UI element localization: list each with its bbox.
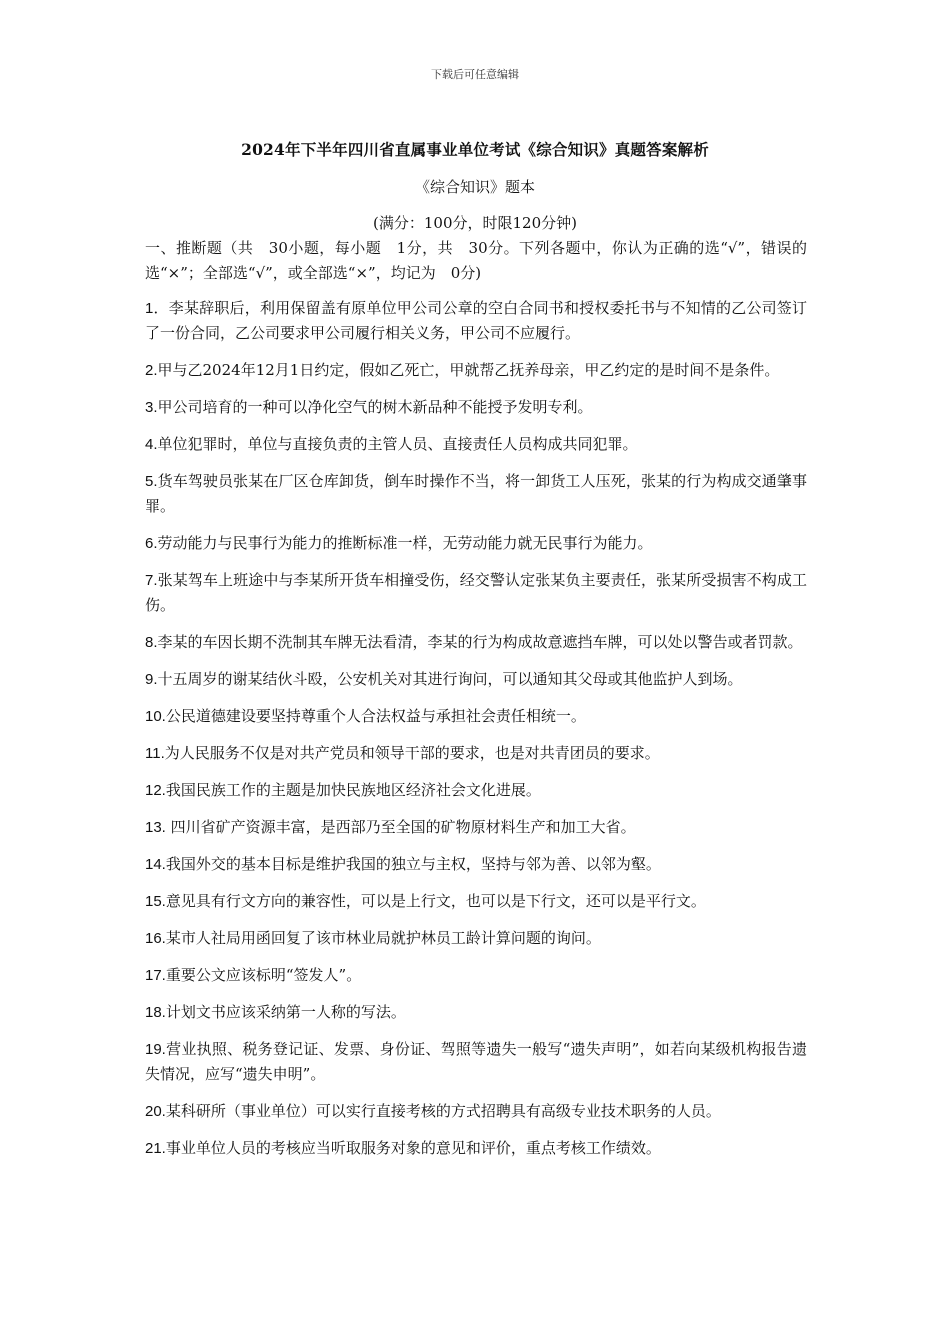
question-number: 8.	[145, 634, 158, 651]
question-text: 某科研所（事业单位）可以实行直接考核的方式招聘具有高级专业技术职务的人员。	[165, 1102, 721, 1120]
question-item	[145, 395, 807, 420]
question-item	[145, 1037, 807, 1087]
question-text: 十五周岁的谢某结伙斗殴，公安机关对其进行询问，可以通知其父母或其他监护人到场。	[157, 670, 743, 688]
question-text: 公民道德建设要坚持尊重个人合法权益与承担社会责任相统一。	[165, 707, 586, 725]
question-number: 18.	[145, 1004, 166, 1021]
question-number: 19.	[145, 1041, 166, 1058]
question-item	[145, 667, 807, 692]
question-item	[145, 852, 807, 877]
question-text: 事业单位人员的考核应当听取服务对象的意见和评价，重点考核工作绩效。	[165, 1139, 661, 1157]
question-text: 我国外交的基本目标是维护我国的独立与主权，坚持与邻为善、以邻为壑。	[165, 855, 661, 873]
question-number: 21.	[145, 1140, 166, 1157]
question-text: 意见具有行文方向的兼容性，可以是上行文，也可以是下行文，还可以是平行文。	[165, 892, 706, 910]
question-text: 营业执照、税务登记证、发票、身份证、驾照等遗失一般写“遗失声明”，如若向某级机构报告遗失情况，应写“遗失申明”。	[145, 1040, 807, 1083]
question-item	[145, 741, 807, 766]
question-text: 甲与乙2024年12月1日约定，假如乙死亡，甲就帮乙抚养母亲，甲乙约定的是时间不是条件。	[157, 361, 780, 379]
document-title: 2024年下半年四川省直属事业单位考试《综合知识》真题答案解析	[241, 140, 709, 159]
question-number: 7.	[145, 572, 158, 589]
document-subtitle: 《综合知识》题本	[414, 178, 535, 196]
question-text: 四川省矿产资源丰富，是西部乃至全国的矿物原材料生产和加工大省。	[165, 818, 636, 836]
question-item	[145, 568, 807, 618]
question-item	[145, 469, 807, 519]
document-body	[145, 236, 807, 1173]
question-text: 我国民族工作的主题是加快民族地区经济社会文化进展。	[165, 781, 541, 799]
question-number: 6.	[145, 535, 158, 552]
question-number: 16.	[145, 930, 166, 947]
header-note: 下载后可任意编辑	[431, 68, 519, 81]
question-number: 15.	[145, 893, 166, 910]
question-number: 5.	[145, 473, 158, 490]
question-item	[145, 1099, 807, 1124]
question-number: 11.	[145, 745, 165, 762]
question-item	[145, 432, 807, 457]
question-number: 9.	[145, 671, 158, 688]
question-text: 甲公司培育的一种可以净化空气的树木新品种不能授予发明专利。	[157, 398, 593, 416]
question-text: 货车驾驶员张某在厂区仓库卸货，倒车时操作不当，将一卸货工人压死，张某的行为构成交通肇事罪。	[145, 472, 807, 515]
question-number: 2.	[145, 362, 158, 379]
question-text: 单位犯罪时，单位与直接负责的主管人员、直接责任人员构成共同犯罪。	[157, 435, 638, 453]
question-number: 12.	[145, 782, 166, 799]
question-number: 10.	[145, 708, 166, 725]
question-number: 3.	[145, 399, 158, 416]
question-item	[145, 889, 807, 914]
question-number: 4.	[145, 436, 158, 453]
question-text: 李某辞职后，利用保留盖有原单位甲公司公章的空白合同书和授权委托书与不知情的乙公司签订了一份合同，乙公司要求甲公司履行相关义务，甲公司不应履行。	[145, 299, 807, 342]
score-note: (满分：100分，时限120分钟)	[373, 214, 577, 232]
question-text: 计划文书应该采纳第一人称的写法。	[165, 1003, 406, 1021]
question-number: 14.	[145, 856, 166, 873]
question-item	[145, 296, 807, 346]
question-item	[145, 358, 807, 383]
question-item	[145, 963, 807, 988]
section-intro: 一、推断题（共 30小题，每小题 1分，共 30分。下列各题中，你认为正确的选“√”，错误的选“×”；全部选“√”，或全部选“×”，均记为 0分)	[145, 239, 807, 282]
question-number: 1．	[145, 300, 169, 317]
question-item	[145, 778, 807, 803]
question-item	[145, 815, 807, 840]
question-text: 张某驾车上班途中与李某所开货车相撞受伤，经交警认定张某负主要责任，张某所受损害不构成工伤。	[145, 571, 807, 614]
question-text: 为人民服务不仅是对共产党员和领导干部的要求，也是对共青团员的要求。	[164, 744, 660, 762]
question-text: 某市人社局用函回复了该市林业局就护林员工龄计算问题的询问。	[165, 929, 601, 947]
question-number: 17.	[145, 967, 166, 984]
question-item	[145, 531, 807, 556]
question-list	[145, 296, 807, 1161]
question-item	[145, 926, 807, 951]
question-item	[145, 1000, 807, 1025]
question-text: 劳动能力与民事行为能力的推断标准一样，无劳动能力就无民事行为能力。	[157, 534, 653, 552]
question-number: 20.	[145, 1103, 166, 1120]
question-item	[145, 1136, 807, 1161]
question-item	[145, 630, 807, 655]
question-item	[145, 704, 807, 729]
question-text: 重要公文应该标明“签发人”。	[165, 966, 362, 984]
question-number: 13.	[145, 819, 166, 836]
question-text: 李某的车因长期不洗制其车牌无法看清，李某的行为构成故意遮挡车牌，可以处以警告或者罚款。	[157, 633, 803, 651]
